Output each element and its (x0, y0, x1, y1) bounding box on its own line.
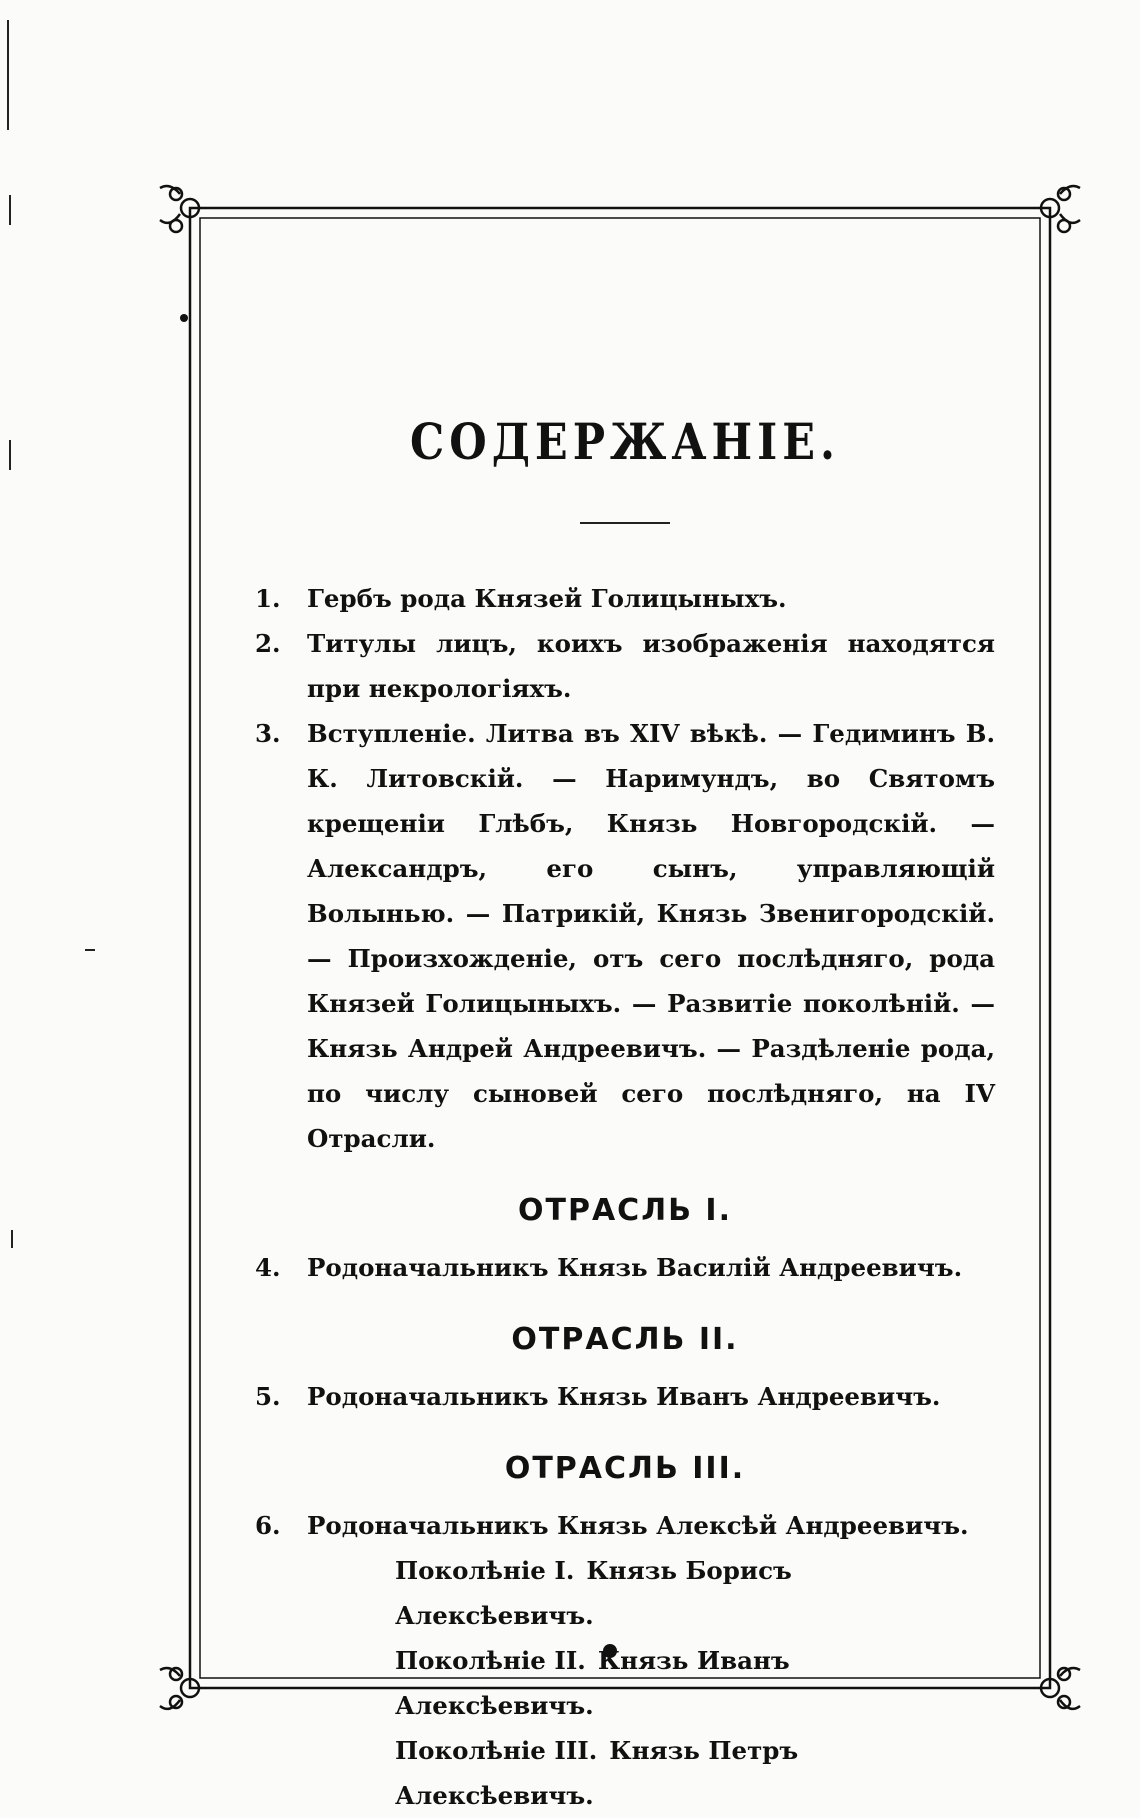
toc-entry-5 (255, 1374, 995, 1419)
entry-text: Родоначальникъ Князь Иванъ Андреевичъ. (307, 1382, 941, 1411)
generation-label: Поколѣніе III. (395, 1736, 598, 1765)
table-of-contents (255, 414, 995, 1818)
branch-heading-1: ОТРАСЛЬ I. (518, 1193, 732, 1228)
entry-text: Титулы лицъ, коихъ изображенія находятся при некрологіяхъ. (307, 629, 995, 703)
toc-entry-4 (255, 1245, 995, 1290)
entry-number: 6. (255, 1511, 281, 1540)
generation-name: Князь Иванъ Алексѣевичъ. (395, 1646, 790, 1720)
page-title: СОДЕРЖАНІЕ. (410, 414, 840, 472)
toc-entry-2 (255, 621, 995, 711)
generation-line (395, 1638, 995, 1728)
toc-entry-1 (255, 576, 995, 621)
branch-heading-3: ОТРАСЛЬ III. (504, 1451, 746, 1486)
generation-name: Князь Борисъ Алексѣевичъ. (395, 1556, 792, 1630)
entry-number: 1. (255, 584, 281, 613)
generation-label: Поколѣніе I. (395, 1556, 575, 1585)
entry-number: 3. (255, 719, 281, 748)
generation-name: Князь Петръ Алексѣевичъ. (395, 1736, 799, 1810)
title-divider (580, 522, 670, 524)
entry-number: 5. (255, 1382, 281, 1411)
toc-entry-3 (255, 711, 995, 1161)
entry-text: Гербъ рода Князей Голицыныхъ. (307, 584, 787, 613)
branch-heading-2: ОТРАСЛЬ II. (511, 1322, 739, 1357)
entry-number: 4. (255, 1253, 281, 1282)
generation-line (395, 1548, 995, 1638)
toc-entry-6 (255, 1503, 995, 1548)
generation-label: Поколѣніе II. (395, 1646, 586, 1675)
generation-line (395, 1728, 995, 1818)
entry-text: Вступленіе. Литва въ XIV вѣкѣ. — Гедиминъ В. К. Литовскій. — Наримундъ, во Святомъ крещеніи Глѣбъ, Князь Новгородскій. — Александръ, его сынъ, управляющій Волынью. — Патрикій, Князь Звенигородскій. — Произхожденіе, отъ сего послѣдняго, рода Князей Голицыныхъ. — Развитіе поколѣній. — Князь Андрей Андреевичъ. — Раздѣленіе рода, по числу сыновей сего послѣдняго, на IV Отрасли. (307, 719, 995, 1153)
entry-text: Родоначальникъ Князь Алексѣй Андреевичъ. (307, 1511, 969, 1540)
entry-text: Родоначальникъ Князь Василій Андреевичъ. (307, 1253, 963, 1282)
entry-number: 2. (255, 629, 281, 658)
